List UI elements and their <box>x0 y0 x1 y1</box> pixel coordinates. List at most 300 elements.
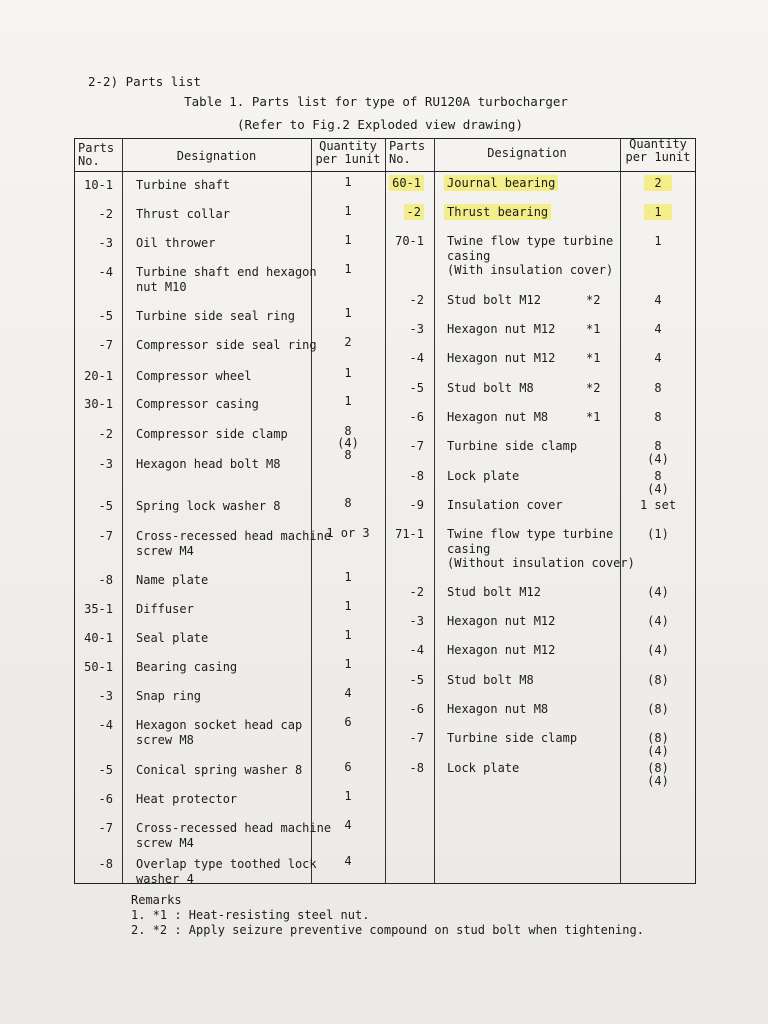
part-designation <box>447 614 555 629</box>
part-number <box>385 176 424 191</box>
part-number-text: 71-1 <box>395 527 424 541</box>
header-text: No. <box>78 154 100 168</box>
designation-line: Oil thrower <box>136 236 216 250</box>
part-number-text: 70-1 <box>395 234 424 248</box>
quantity-line <box>620 775 696 788</box>
header-text: Parts <box>389 139 426 153</box>
part-number: -7 <box>98 529 113 543</box>
part-quantity <box>620 206 696 219</box>
part-quantity <box>311 658 385 670</box>
part-designation <box>447 439 577 454</box>
part-quantity <box>620 674 696 687</box>
part-number-text: -7 <box>409 731 424 745</box>
part-number <box>385 498 424 513</box>
quantity-text: (4) <box>647 774 669 788</box>
designation-line: screw M8 <box>136 732 194 747</box>
part-designation <box>136 338 317 353</box>
part-number: 10-1 <box>84 178 113 192</box>
designation-line: Spring lock washer 8 <box>136 499 281 513</box>
part-number <box>385 673 424 688</box>
quantity-line: 8 <box>344 448 352 462</box>
quantity-line: 8 <box>344 424 352 438</box>
header-parts-no-left <box>78 142 114 168</box>
part-quantity <box>311 600 385 612</box>
part-designation <box>447 293 541 308</box>
part-designation <box>136 660 237 675</box>
part-quantity <box>311 205 385 217</box>
part-number: -7 <box>98 821 113 835</box>
part-designation <box>447 761 519 776</box>
quantity-text: 1 <box>654 234 662 248</box>
part-quantity <box>620 323 696 336</box>
quantity-line <box>620 352 696 365</box>
quantity-text: 1 set <box>639 498 677 512</box>
part-designation <box>136 427 288 442</box>
quantity-text: 8 <box>654 381 662 395</box>
part-number: -4 <box>98 718 113 732</box>
designation-line: nut M10 <box>136 279 187 294</box>
part-number: 35-1 <box>84 602 113 616</box>
part-quantity <box>620 294 696 307</box>
quantity-text: (1) <box>647 527 669 541</box>
part-designation <box>447 469 519 484</box>
designation-line <box>447 542 635 557</box>
remark-marker: *1 <box>586 410 601 424</box>
header-divider <box>74 171 696 172</box>
quantity-line <box>620 586 696 599</box>
part-designation <box>136 265 317 294</box>
quantity-line: (4) <box>337 436 359 450</box>
part-number <box>385 205 424 220</box>
part-quantity <box>311 855 385 867</box>
part-quantity <box>620 382 696 395</box>
designation-line: Cross-recessed head machine <box>136 821 332 835</box>
part-designation <box>136 369 252 384</box>
designation-text: Stud bolt M8 <box>447 381 534 395</box>
part-number: 20-1 <box>84 369 113 383</box>
quantity-line <box>620 411 696 424</box>
designation-line <box>447 322 555 337</box>
table-subcaption: (Refer to Fig.2 Exploded view drawing) <box>237 117 523 132</box>
designation-text: Stud bolt M8 <box>447 673 534 687</box>
quantity-line <box>620 177 696 190</box>
part-number <box>385 293 424 308</box>
designation-line: screw M4 <box>136 543 194 558</box>
part-quantity <box>620 499 696 512</box>
quantity-text: (8) <box>647 731 669 745</box>
remark-item: 2. *2 : Apply seizure preventive compound on stud bolt when tightening. <box>131 923 644 937</box>
designation-line <box>447 761 519 776</box>
designation-line: Compressor side clamp <box>136 427 288 441</box>
part-number <box>385 702 424 717</box>
part-number: -3 <box>98 236 113 250</box>
header-text: Quantity <box>629 137 687 151</box>
designation-text: Turbine side clamp <box>447 731 578 745</box>
designation-line <box>447 643 555 658</box>
part-number-text: -9 <box>409 498 424 512</box>
part-designation <box>136 178 230 193</box>
designation-line <box>447 673 534 688</box>
designation-line <box>447 469 519 484</box>
designation-line: Bearing casing <box>136 660 238 674</box>
designation-text: Twine flow type turbine <box>447 234 614 248</box>
designation-line <box>447 556 635 571</box>
remark-item: 1. *1 : Heat-resisting steel nut. <box>131 908 370 922</box>
part-quantity <box>620 528 696 541</box>
designation-text: Lock plate <box>447 761 520 775</box>
part-quantity <box>620 586 696 599</box>
quantity-line <box>620 382 696 395</box>
quantity-line: 4 <box>344 818 352 832</box>
quantity-line <box>620 206 696 219</box>
part-number-text: -8 <box>409 761 424 775</box>
designation-line <box>447 351 555 366</box>
designation-line: Snap ring <box>136 689 202 703</box>
part-number <box>385 469 424 484</box>
part-number <box>385 410 424 425</box>
quantity-text: 4 <box>654 293 662 307</box>
part-quantity <box>311 629 385 641</box>
section-title: 2-2) Parts list <box>88 74 201 89</box>
part-number-text: -6 <box>409 410 424 424</box>
designation-line <box>447 205 551 220</box>
designation-text: Hexagon nut M12 <box>447 322 556 336</box>
part-number <box>385 381 424 396</box>
quantity-line: 1 <box>344 628 352 642</box>
part-designation <box>136 499 281 514</box>
quantity-line: 1 <box>344 789 352 803</box>
header-text: Parts <box>78 141 115 155</box>
quantity-line: 1 <box>344 570 352 584</box>
remark-marker: *1 <box>586 322 601 336</box>
designation-text: Hexagon nut M12 <box>447 643 556 657</box>
quantity-text: (8) <box>647 702 669 716</box>
part-number-text: 60-1 <box>389 175 424 191</box>
quantity-line: 2 <box>344 335 352 349</box>
header-parts-no-right <box>389 140 425 166</box>
part-number: -2 <box>98 207 113 221</box>
part-number: -6 <box>98 792 113 806</box>
quantity-line <box>620 674 696 687</box>
designation-text: casing <box>447 541 491 556</box>
part-quantity <box>620 615 696 628</box>
designation-line: Compressor wheel <box>136 369 252 383</box>
part-quantity <box>311 761 385 773</box>
quantity-line: 1 <box>344 366 352 380</box>
part-number-text: -4 <box>409 351 424 365</box>
part-designation <box>136 309 295 324</box>
quantity-text: (4) <box>647 643 669 657</box>
part-designation <box>447 176 558 191</box>
designation-line: Diffuser <box>136 602 194 616</box>
part-number <box>385 614 424 629</box>
designation-line: Thrust collar <box>136 207 230 221</box>
designation-line <box>447 410 548 425</box>
part-number <box>385 527 424 542</box>
quantity-line: 1 <box>344 233 352 247</box>
part-quantity <box>620 703 696 716</box>
quantity-line: 1 <box>344 204 352 218</box>
quantity-line: 6 <box>344 760 352 774</box>
part-number-text: -3 <box>409 322 424 336</box>
quantity-text: (8) <box>647 761 669 775</box>
remark-marker: *2 <box>586 381 601 395</box>
parts-table <box>74 138 696 884</box>
part-designation <box>136 763 302 778</box>
quantity-text: 4 <box>654 322 662 336</box>
part-designation <box>136 689 201 704</box>
designation-line: Hexagon socket head cap <box>136 718 303 732</box>
quantity-line: 1 <box>344 175 352 189</box>
part-number: -8 <box>98 573 113 587</box>
part-quantity <box>620 440 696 466</box>
part-number <box>385 351 424 366</box>
quantity-line: 1 <box>344 657 352 671</box>
designation-line <box>447 176 558 191</box>
part-number: -4 <box>98 265 113 279</box>
part-designation <box>447 585 541 600</box>
part-quantity <box>311 307 385 319</box>
header-quantity-left <box>311 140 385 166</box>
part-designation <box>447 643 555 658</box>
part-quantity <box>311 571 385 583</box>
part-quantity <box>311 527 385 539</box>
designation-line <box>447 439 577 454</box>
remark-marker: *1 <box>586 351 601 365</box>
quantity-text: 8 <box>654 410 662 424</box>
quantity-line <box>620 745 696 758</box>
header-text: Quantity <box>319 139 377 153</box>
designation-line <box>447 614 555 629</box>
quantity-line: 4 <box>344 854 352 868</box>
part-quantity <box>620 470 696 496</box>
designation-line <box>447 381 534 396</box>
part-number-text: -8 <box>409 469 424 483</box>
part-quantity <box>311 497 385 509</box>
part-designation <box>447 410 548 425</box>
quantity-line: 6 <box>344 715 352 729</box>
designation-line: Turbine shaft end hexagon <box>136 265 317 279</box>
designation-text: Stud bolt M12 <box>447 293 541 307</box>
part-designation <box>136 792 237 807</box>
designation-line: Conical spring washer 8 <box>136 763 303 777</box>
part-number: 30-1 <box>84 397 113 411</box>
designation-line <box>447 293 541 308</box>
designation-line: washer 4 <box>136 871 194 886</box>
part-number <box>385 731 424 746</box>
quantity-text: 4 <box>654 351 662 365</box>
part-number <box>385 585 424 600</box>
part-designation <box>447 673 534 688</box>
part-number: -5 <box>98 309 113 323</box>
designation-line: Turbine side seal ring <box>136 309 295 323</box>
header-text: per 1unit <box>625 150 691 164</box>
quantity-text: 8 <box>654 439 662 453</box>
part-quantity <box>311 336 385 348</box>
part-quantity <box>311 716 385 728</box>
designation-line <box>447 702 548 717</box>
remark-marker: *2 <box>586 293 601 307</box>
part-designation <box>136 397 259 412</box>
part-number: -7 <box>98 338 113 352</box>
quantity-line: 1 <box>344 306 352 320</box>
designation-text: (With insulation cover) <box>447 263 614 277</box>
quantity-line <box>620 615 696 628</box>
part-number-text: -3 <box>409 614 424 628</box>
header-text: per 1unit <box>315 152 381 166</box>
designation-line <box>447 234 613 249</box>
designation-line <box>447 249 613 264</box>
part-designation <box>136 602 194 617</box>
part-number: -5 <box>98 763 113 777</box>
part-designation <box>136 718 302 747</box>
part-quantity <box>620 732 696 758</box>
part-designation <box>136 236 215 251</box>
designation-line <box>447 527 635 542</box>
quantity-text: 2 <box>644 175 671 191</box>
part-designation <box>136 631 208 646</box>
part-number-text: -2 <box>409 293 424 307</box>
designation-line <box>447 585 541 600</box>
designation-line <box>447 263 613 278</box>
part-designation <box>447 527 635 571</box>
quantity-line: 4 <box>344 686 352 700</box>
part-designation <box>447 351 555 366</box>
designation-line <box>447 731 577 746</box>
part-designation <box>447 702 548 717</box>
designation-line: Seal plate <box>136 631 209 645</box>
designation-line: Cross-recessed head machine <box>136 529 332 543</box>
designation-text: Lock plate <box>447 469 520 483</box>
quantity-line <box>620 235 696 248</box>
part-quantity <box>311 687 385 699</box>
designation-line <box>447 498 563 513</box>
designation-text: Thrust bearing <box>444 204 551 220</box>
part-designation <box>136 857 317 886</box>
part-designation <box>136 457 281 472</box>
part-number <box>385 234 424 249</box>
part-quantity <box>311 425 385 461</box>
part-number-text: -7 <box>409 439 424 453</box>
designation-line: Hexagon head bolt M8 <box>136 457 281 471</box>
part-quantity <box>311 819 385 831</box>
part-quantity <box>620 644 696 657</box>
part-number <box>385 761 424 776</box>
part-designation <box>447 322 555 337</box>
part-designation <box>447 498 563 513</box>
quantity-text: (4) <box>647 482 669 496</box>
part-designation <box>136 207 230 222</box>
designation-text: Hexagon nut M8 <box>447 702 549 716</box>
designation-line: Compressor casing <box>136 397 259 411</box>
designation-text: Journal bearing <box>444 175 558 191</box>
quantity-line <box>620 528 696 541</box>
part-quantity <box>311 790 385 802</box>
part-number-text: -2 <box>404 204 424 220</box>
part-number-text: -5 <box>409 381 424 395</box>
quantity-line <box>620 323 696 336</box>
quantity-line: 1 <box>344 394 352 408</box>
quantity-line <box>620 499 696 512</box>
header-designation-right: Designation <box>487 146 567 160</box>
quantity-line <box>620 483 696 496</box>
quantity-line <box>620 644 696 657</box>
table-caption: Table 1. Parts list for type of RU120A turbocharger <box>184 94 568 109</box>
part-designation <box>136 573 208 588</box>
part-number-text: -5 <box>409 673 424 687</box>
designation-text: Hexagon nut M12 <box>447 351 556 365</box>
part-number-text: -2 <box>409 585 424 599</box>
part-designation <box>447 234 613 278</box>
part-number-text: -4 <box>409 643 424 657</box>
part-quantity <box>311 395 385 407</box>
designation-line: screw M4 <box>136 835 194 850</box>
header-text: No. <box>389 152 411 166</box>
part-quantity <box>620 235 696 248</box>
designation-text: Hexagon nut M8 <box>447 410 549 424</box>
designation-line: Heat protector <box>136 792 238 806</box>
part-number: -8 <box>98 857 113 871</box>
column-divider <box>122 138 123 884</box>
part-quantity <box>620 177 696 190</box>
part-number: 50-1 <box>84 660 113 674</box>
part-number: 40-1 <box>84 631 113 645</box>
part-quantity <box>311 234 385 246</box>
quantity-text: (8) <box>647 673 669 687</box>
part-number <box>385 322 424 337</box>
designation-text: (Without insulation cover) <box>447 556 635 570</box>
quantity-line: 8 <box>344 496 352 510</box>
part-designation <box>447 381 534 396</box>
designation-text: casing <box>447 248 491 263</box>
quantity-line: 1 <box>344 262 352 276</box>
part-number-text: -6 <box>409 702 424 716</box>
part-quantity <box>311 263 385 275</box>
quantity-line: 1 or 3 <box>326 526 370 540</box>
quantity-text: (4) <box>647 585 669 599</box>
part-number: -3 <box>98 457 113 471</box>
quantity-line <box>620 294 696 307</box>
part-designation <box>136 529 331 558</box>
quantity-line <box>620 703 696 716</box>
designation-line: Overlap type toothed lock <box>136 857 317 871</box>
column-divider <box>434 138 435 884</box>
quantity-line <box>620 453 696 466</box>
designation-line: Turbine shaft <box>136 178 230 192</box>
quantity-line: 1 <box>344 599 352 613</box>
part-designation <box>136 821 331 850</box>
part-quantity <box>620 762 696 788</box>
designation-text: Stud bolt M12 <box>447 585 541 599</box>
part-quantity <box>311 367 385 379</box>
designation-text: Hexagon nut M12 <box>447 614 556 628</box>
part-number <box>385 439 424 454</box>
part-designation <box>447 205 551 220</box>
part-number: -5 <box>98 499 113 513</box>
header-designation-left: Designation <box>176 149 257 163</box>
designation-line: Name plate <box>136 573 209 587</box>
quantity-text: (4) <box>647 614 669 628</box>
remarks-title: Remarks <box>131 893 182 907</box>
part-quantity <box>620 411 696 424</box>
header-quantity-right <box>620 138 696 164</box>
quantity-text: (4) <box>647 744 669 758</box>
quantity-text: (4) <box>647 452 669 466</box>
remarks <box>131 893 644 938</box>
quantity-text: 8 <box>654 469 662 483</box>
designation-line: Compressor side seal ring <box>136 338 317 352</box>
part-quantity <box>620 352 696 365</box>
